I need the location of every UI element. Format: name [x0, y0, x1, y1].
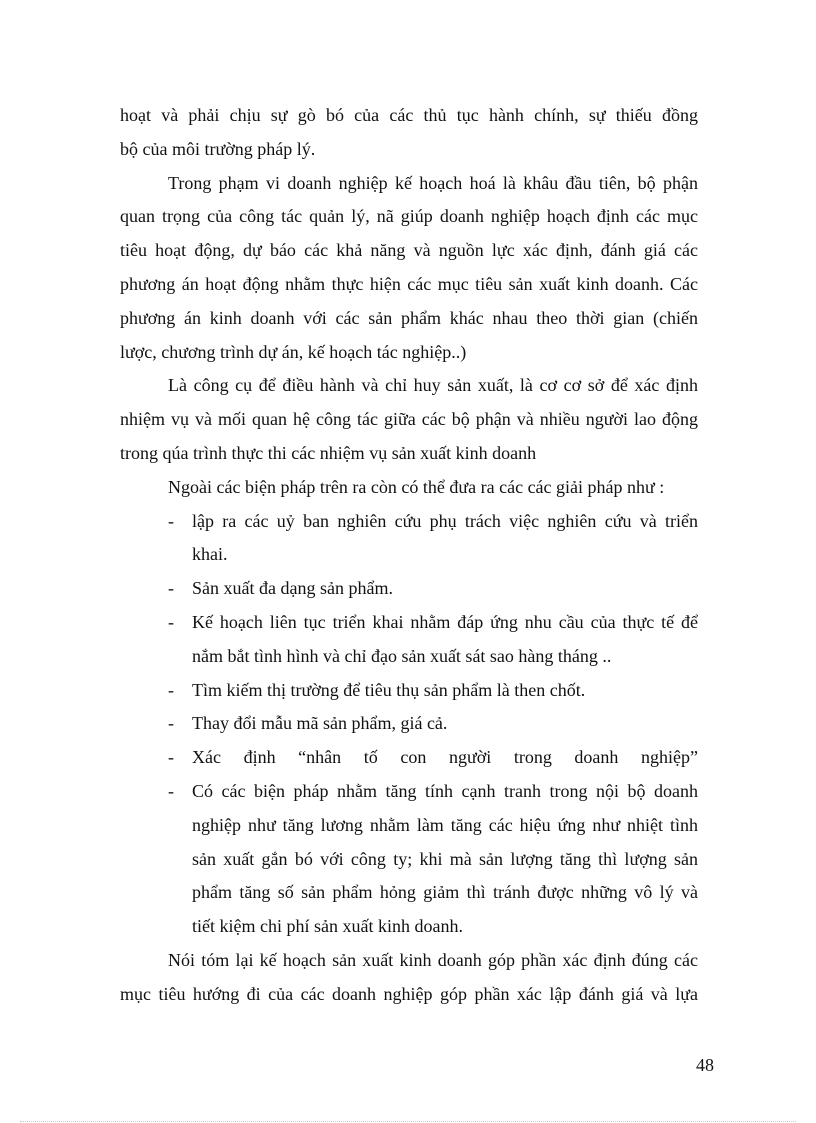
list-item-line: Có các biện pháp nhằm tăng tính cạnh tranh trong nội bộ doanh: [192, 780, 698, 801]
list-item-line: Kế hoạch liên tục triển khai nhằm đáp ứng nhu cầu của thực tế để: [192, 611, 698, 632]
text-line: Ngoài các biện pháp trên ra còn có thể đưa ra các các giải pháp như :: [168, 476, 665, 497]
list-dash: -: [168, 713, 174, 734]
paragraph-p4: [120, 471, 698, 505]
list-item-line: nghiệp như tăng lương nhằm làm tăng các hiệu ứng như nhiệt tình: [192, 814, 698, 835]
text-line: mục tiêu hướng đi của các doanh nghiệp góp phần xác lập đánh giá và lựa: [120, 983, 698, 1004]
text-line: phương án hoạt động nhằm thực hiện các mục tiêu sản xuất kinh doanh. Các: [120, 273, 698, 294]
paragraph-p2: [120, 167, 698, 370]
bullet-list: [120, 505, 698, 944]
list-item: [120, 741, 698, 775]
list-item: [120, 674, 698, 708]
list-dash: -: [168, 780, 174, 801]
list-dash: -: [168, 747, 174, 768]
paragraph-p1: [120, 99, 698, 167]
list-item-line: Thay đổi mẫu mã sản phẩm, giá cả.: [192, 713, 448, 734]
list-dash: -: [168, 510, 174, 531]
text-line: tiêu hoạt động, dự báo các khả năng và nguồn lực xác định, đánh giá các: [120, 240, 698, 261]
text-line: Nói tóm lại kế hoạch sản xuất kinh doanh góp phần xác định đúng các: [168, 949, 698, 970]
list-dash: -: [168, 679, 174, 700]
list-dash: -: [168, 611, 174, 632]
list-item: [120, 707, 698, 741]
list-item-line: Tìm kiếm thị trường để tiêu thụ sản phẩm là then chốt.: [192, 679, 586, 700]
text-line: phương án kinh doanh với các sản phẩm khác nhau theo thời gian (chiến: [120, 307, 698, 328]
text-line: hoạt và phải chịu sự gò bó của các thủ tục hành chính, sự thiếu đồng: [120, 105, 698, 125]
text-line: trong qúa trình thực thi các nhiệm vụ sản xuất kinh doanh: [120, 442, 537, 463]
list-item-line: phẩm tăng số sản phẩm hỏng giảm thì tránh được những vô lý và: [192, 882, 698, 903]
text-line: nhiệm vụ và mối quan hệ công tác giữa các bộ phận và nhiều người lao động: [120, 409, 698, 430]
page-number: 48: [696, 1055, 714, 1075]
list-item: [120, 606, 698, 674]
paragraph-p3: [120, 369, 698, 470]
list-item-line: Sản xuất đa dạng sản phẩm.: [192, 578, 393, 599]
list-item-line: Xác định “nhân tố con người trong doanh nghiệp”: [192, 747, 698, 768]
text-line: lược, chương trình dự án, kế hoạch tác nghiệp..): [120, 341, 467, 362]
text-line: quan trọng của công tác quản lý, nã giúp doanh nghiệp hoạch định các mục: [120, 206, 698, 227]
text-line: Là công cụ để điều hành và chỉ huy sản xuất, là cơ cơ sở để xác định: [168, 375, 698, 396]
list-item-line: sản xuất gắn bó với công ty; khi mà sản lượng tăng thì lượng sản: [192, 848, 698, 869]
text-line: bộ của môi trường pháp lý.: [120, 138, 316, 159]
list-item: [120, 572, 698, 606]
list-item-line: tiết kiệm chi phí sản xuất kinh doanh.: [192, 916, 463, 937]
page-body: [120, 99, 698, 1012]
text-line: Trong phạm vi doanh nghiệp kế hoạch hoá là khâu đầu tiên, bộ phận: [168, 172, 698, 193]
paragraph-closing: [120, 944, 698, 1012]
list-item-line: lập ra các uỷ ban nghiên cứu phụ trách việc nghiên cứu và triển: [192, 510, 698, 531]
list-item-line: khai.: [192, 544, 228, 565]
page-bottom-border: [20, 1121, 796, 1122]
list-item: [120, 505, 698, 573]
list-item-line: nắm bắt tình hình và chỉ đạo sản xuất sát sao hàng tháng ..: [192, 645, 612, 666]
list-dash: -: [168, 578, 174, 599]
list-item: [120, 775, 698, 944]
